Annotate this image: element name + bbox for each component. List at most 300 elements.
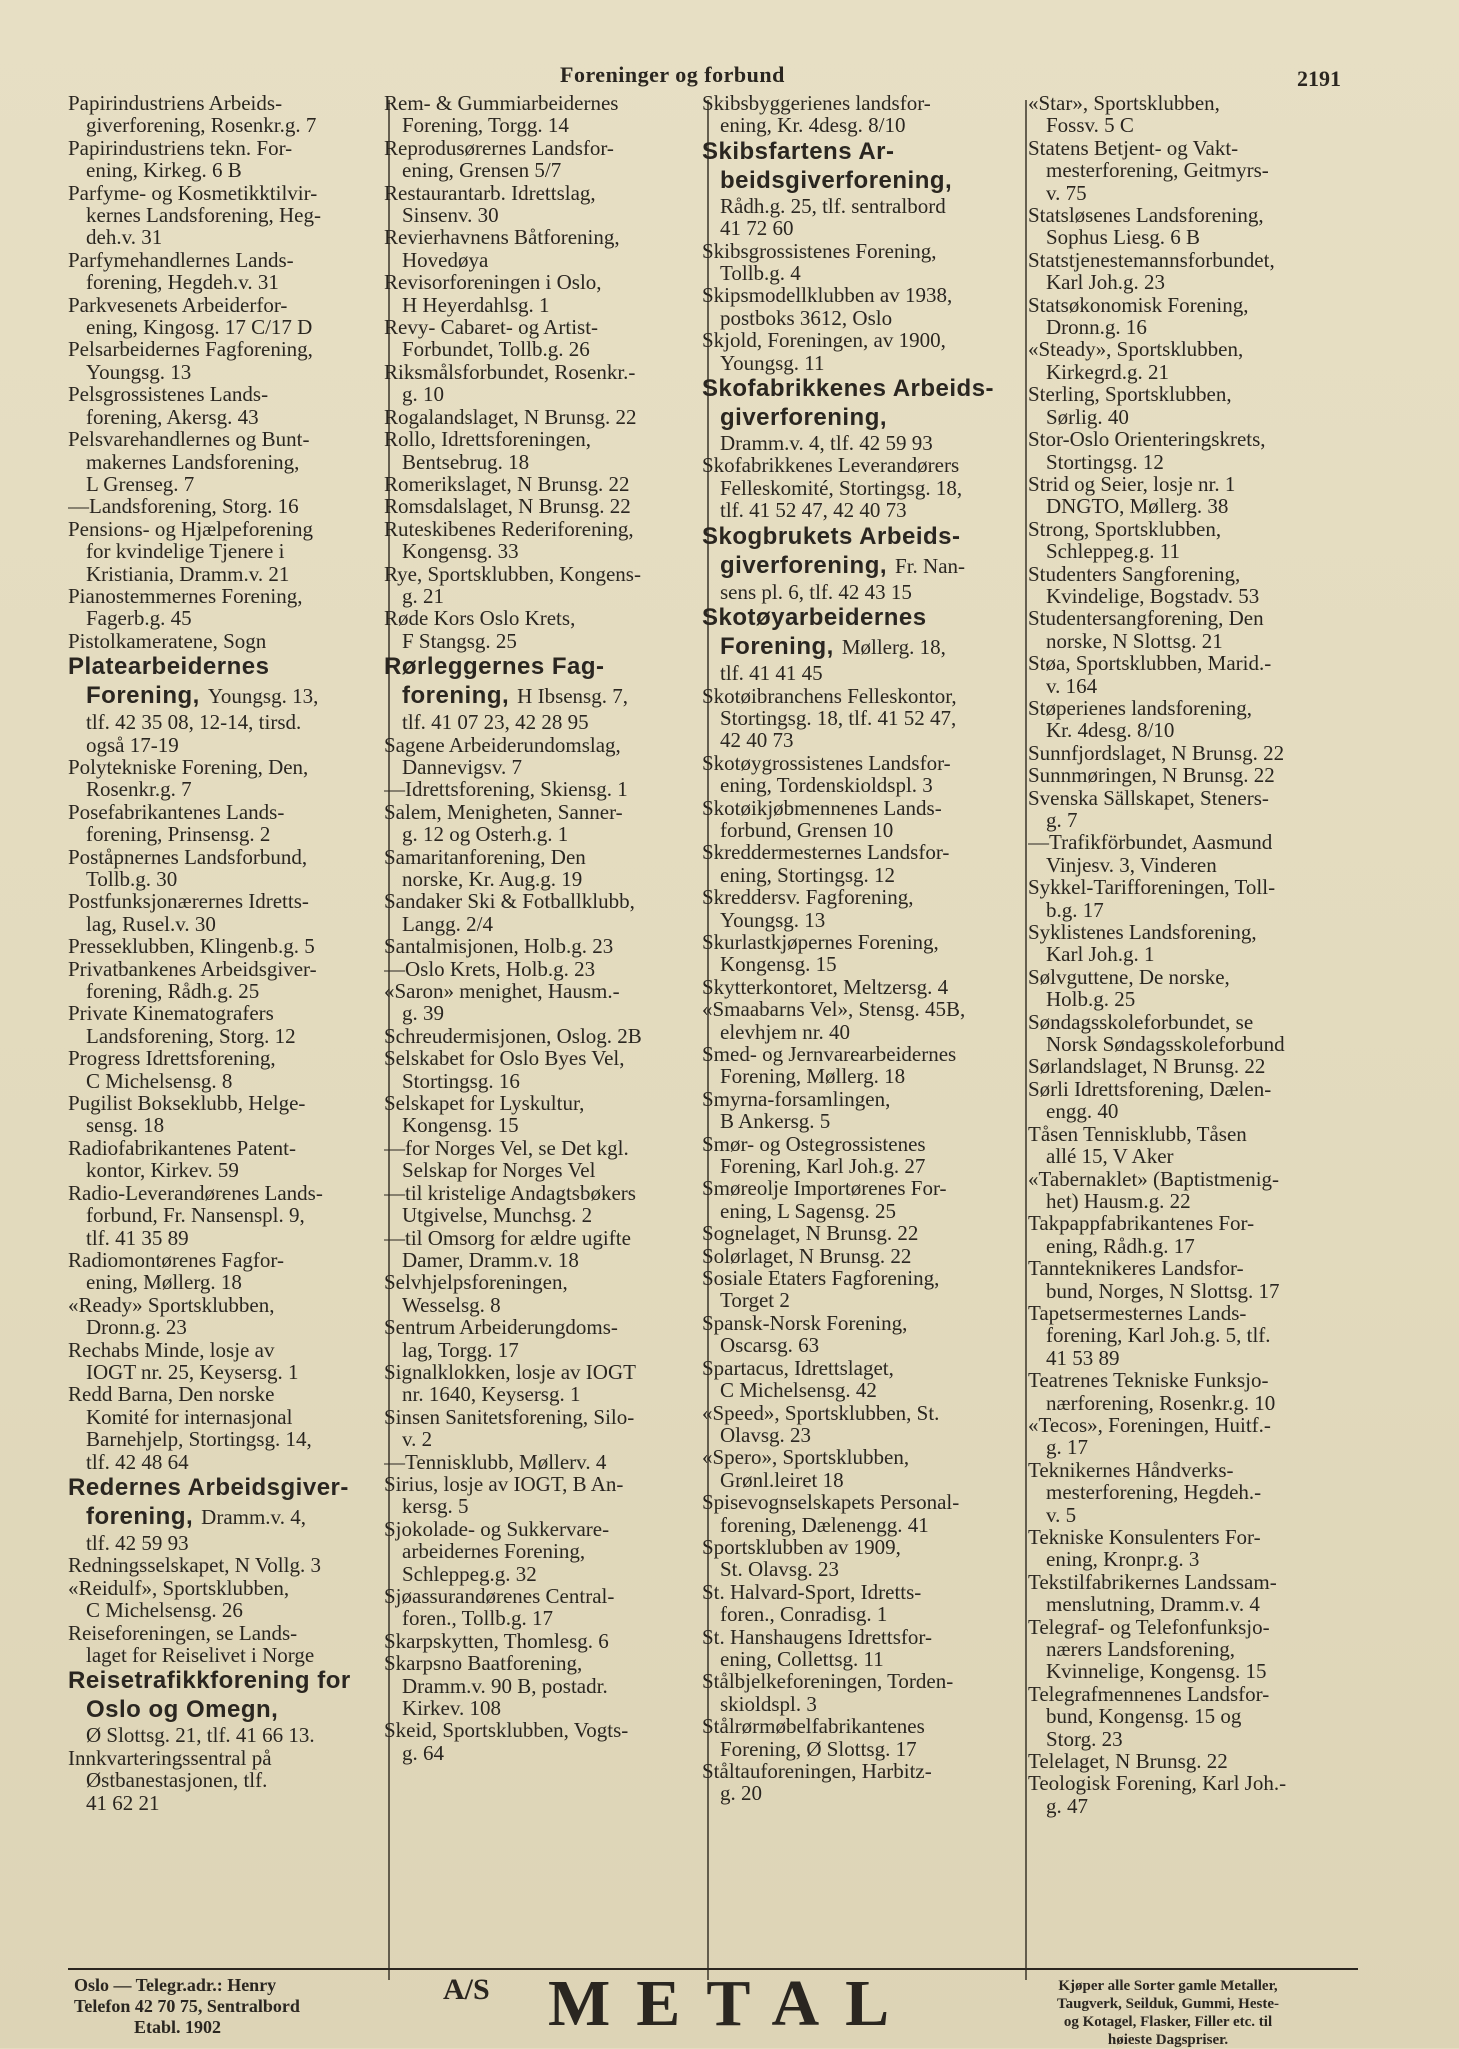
directory-columns	[68, 92, 1348, 1972]
directory-entry	[384, 1630, 700, 1652]
entry-line: Stålbjelkeforeningen, Torden-	[702, 1669, 954, 1694]
entry-line: Solørlaget, N Brunsg. 22	[702, 1243, 912, 1268]
entry-line: makernes Landsforening,	[86, 449, 300, 474]
directory-entry	[68, 801, 386, 846]
entry-line: g. 10	[402, 382, 444, 407]
entry-line: Sterling, Sportsklubben,	[1028, 382, 1232, 407]
directory-entry	[68, 1554, 386, 1576]
directory-entry	[702, 1402, 1020, 1447]
entry-line: Pistolkameratene, Sogn	[68, 628, 267, 653]
entry-line: Restaurantarb. Idrettslag,	[384, 180, 596, 205]
directory-entry	[68, 294, 386, 339]
directory-entry	[68, 1249, 386, 1294]
ad-description-line: Taugverk, Seilduk, Gummi, Heste-	[1057, 1996, 1279, 2012]
entry-line: Radiofabrikantenes Patent-	[68, 1135, 297, 1160]
directory-entry	[1028, 294, 1350, 339]
entry-line: Skreddermesternes Landsfor-	[702, 840, 950, 865]
entry-line: Røde Kors Oslo Krets,	[384, 606, 576, 631]
directory-entry	[68, 1622, 386, 1667]
entry-line: nr. 1640, Keysersg. 1	[402, 1382, 581, 1407]
entry-line: Radio-Leverandørenes Lands-	[68, 1180, 323, 1205]
entry-line: L Grenseg. 7	[86, 471, 195, 496]
entry-line	[86, 681, 386, 711]
entry-line: —Idrettsforening, Skiensg. 1	[384, 777, 628, 802]
entry-line: Santalmisjonen, Holb.g. 23	[384, 934, 614, 959]
entry-line: Skipsmodellklubben av 1938,	[702, 283, 953, 308]
directory-entry	[1028, 831, 1350, 876]
directory-entry	[384, 226, 700, 271]
directory-entry	[384, 1271, 700, 1316]
directory-entry	[68, 935, 386, 957]
directory-entry	[702, 1536, 1020, 1581]
directory-entry	[702, 1312, 1020, 1357]
entry-line: Selskabet for Oslo Byes Vel,	[384, 1046, 625, 1071]
directory-entry	[1028, 1772, 1350, 1817]
entry-line: Stortingsg. 16	[402, 1068, 520, 1093]
entry-line: tlf. 42 48 64	[86, 1449, 189, 1474]
directory-entry	[702, 797, 1020, 842]
entry-line: Langg. 2/4	[402, 911, 493, 936]
entry-line: g. 39	[402, 1001, 444, 1026]
entry-bold-text: Forening,	[86, 682, 200, 710]
entry-line: H Heyerdahlsg. 1	[402, 292, 550, 317]
directory-entry	[702, 685, 1020, 752]
entry-line: «Saron» menighet, Hausm.-	[384, 979, 620, 1004]
entry-line: tlf. 42 59 93	[86, 1530, 189, 1555]
directory-entry	[702, 92, 1020, 137]
directory-entry	[384, 1719, 700, 1764]
entry-line: Stålrørmøbelfabrikantenes	[702, 1714, 925, 1739]
directory-entry	[702, 137, 1020, 240]
entry-line: g. 7	[1046, 808, 1078, 832]
entry-line: Statsløsenes Landsforening,	[1028, 203, 1264, 228]
entry-line: Kongensg. 15	[720, 952, 837, 977]
entry-line: —Tennisklubb, Møllerv. 4	[384, 1449, 607, 1474]
entry-line: også 17-19	[86, 732, 179, 757]
entry-line	[402, 681, 700, 711]
entry-line: Youngsg. 13	[720, 907, 826, 932]
entry-line: Wesselsg. 8	[402, 1292, 501, 1317]
directory-entry	[1028, 1257, 1350, 1302]
directory-entry	[702, 1446, 1020, 1491]
entry-line: Ø Slottsg. 21, tlf. 41 66 13.	[86, 1723, 315, 1748]
entry-line: Pianostemmernes Forening,	[68, 583, 303, 608]
ad-contact-line: Telefon 42 70 75, Sentralbord	[74, 1996, 300, 2016]
entry-line: Sognelaget, N Brunsg. 22	[702, 1221, 919, 1246]
entry-line: Forening, Torgg. 14	[402, 113, 569, 138]
directory-entry	[1028, 563, 1350, 608]
directory-entry	[384, 734, 700, 779]
entry-line: Dronn.g. 16	[1046, 315, 1147, 340]
directory-entry	[384, 846, 700, 891]
entry-line: Telegraf- og Telefonfunksjo-	[1028, 1614, 1270, 1639]
entry-line: Spisevognselskapets Personal-	[702, 1490, 960, 1515]
directory-entry	[702, 1670, 1020, 1715]
entry-line: Felleskomité, Stortingsg. 18,	[720, 475, 963, 500]
entry-line: Utgivelse, Munchsg. 2	[402, 1203, 593, 1228]
entry-line: Tapetsermesternes Lands-	[1028, 1300, 1247, 1325]
entry-line: g. 12 og Osterh.g. 1	[402, 822, 569, 847]
directory-entry	[1028, 764, 1350, 786]
directory-entry	[384, 1451, 700, 1473]
entry-line: Salem, Menigheten, Sanner-	[384, 799, 623, 824]
directory-entry	[1028, 1571, 1350, 1616]
directory-entry	[1028, 876, 1350, 921]
directory-entry	[702, 998, 1020, 1043]
entry-line: Ståltauforeningen, Harbitz-	[702, 1759, 932, 1783]
entry-line: Romerikslaget, N Brunsg. 22	[384, 471, 630, 496]
directory-entry	[384, 1025, 700, 1047]
directory-entry	[702, 1245, 1020, 1267]
entry-line: Rye, Sportsklubben, Kongens-	[384, 561, 641, 586]
entry-bold-text: giverforening,	[720, 551, 888, 579]
entry-line: Søndagsskoleforbundet, se	[1028, 1009, 1254, 1034]
directory-entry	[702, 329, 1020, 374]
entry-line: Pensions- og Hjælpeforening	[68, 516, 313, 541]
directory-entry	[702, 240, 1020, 285]
entry-line: Sophus Liesg. 6 B	[1046, 225, 1201, 250]
entry-line: Pugilist Bokseklubb, Helge-	[68, 1091, 306, 1116]
entry-line: Reiseforeningen, se Lands-	[68, 1620, 298, 1645]
entry-line: Støperienes landsforening,	[1028, 695, 1252, 720]
directory-entry	[384, 182, 700, 227]
entry-line: v. 75	[1046, 180, 1087, 205]
entry-line: Fagerb.g. 45	[86, 606, 192, 631]
entry-line: Komité for internasjonal	[86, 1404, 293, 1429]
directory-entry	[384, 1406, 700, 1451]
as-logo: A/S	[443, 1973, 490, 2006]
entry-line: giverforening, Rosenkr.g. 7	[86, 113, 317, 138]
entry-line: Romsdalslaget, N Brunsg. 22	[384, 494, 631, 519]
entry-line: Skreddersv. Fagforening,	[702, 885, 914, 910]
entry-line: engg. 40	[1046, 1099, 1119, 1124]
entry-line: Posefabrikantenes Lands-	[68, 799, 285, 824]
entry-line: —til Omsorg for ældre ugifte	[384, 1225, 631, 1250]
page-title: Foreninger og forbund	[560, 62, 785, 87]
directory-entry	[68, 1747, 386, 1814]
directory-entry	[384, 1316, 700, 1361]
entry-line: Spartacus, Idrettslaget,	[702, 1355, 894, 1380]
ad-description-line: Kjøper alle Sorter gamle Metaller,	[1058, 1978, 1278, 1994]
column-2	[384, 92, 700, 1972]
directory-entry	[702, 1088, 1020, 1133]
column-3	[702, 92, 1020, 1972]
entry-line: Stortingsg. 12	[1046, 449, 1164, 474]
entry-line: Smøreolje Importørenes For-	[702, 1176, 947, 1201]
directory-entry	[384, 316, 700, 361]
entry-line: Studenters Sangforening,	[1028, 561, 1241, 586]
directory-entry	[702, 886, 1020, 931]
entry-line: Pelsvarehandlernes og Bunt-	[68, 427, 310, 452]
entry-line: Skibsbyggerienes landsfor-	[702, 92, 931, 115]
entry-line: «Smaabarns Vel», Stensg. 45B,	[702, 997, 966, 1022]
entry-line: Schleppeg.g. 11	[1046, 539, 1180, 564]
entry-line: Takpappfabrikantenes For-	[1028, 1211, 1255, 1236]
entry-bold-text: Forening,	[720, 633, 834, 661]
directory-entry	[384, 1137, 700, 1182]
entry-line: Bentsebrug. 18	[402, 449, 530, 474]
entry-line	[720, 551, 1020, 581]
entry-line: Sentrum Arbeiderungdoms-	[384, 1315, 618, 1340]
entry-line: forening, Dælenengg. 41	[720, 1512, 929, 1537]
entry-line: Kr. 4desg. 8/10	[1046, 718, 1175, 743]
entry-line: tlf. 41 41 45	[720, 661, 823, 686]
entry-bold-text: forening,	[402, 682, 510, 710]
directory-entry	[702, 284, 1020, 329]
entry-line: mesterforening, Geitmyrs-	[1046, 158, 1269, 183]
entry-line: Skotøygrossistenes Landsfor-	[702, 750, 951, 775]
entry-line: Statstjenestemannsforbundet,	[1028, 247, 1275, 272]
entry-line: b.g. 17	[1046, 897, 1104, 922]
entry-line: Sørli Idrettsforening, Dælen-	[1028, 1076, 1272, 1101]
entry-line: Kvinnelige, Kongensg. 15	[1046, 1659, 1267, 1684]
entry-line: Selskap for Norges Vel	[402, 1158, 596, 1183]
entry-line: norske, N Slottsg. 21	[1046, 628, 1223, 653]
entry-line: —Landsforening, Storg. 16	[68, 494, 299, 519]
entry-line: «Steady», Sportsklubben,	[1028, 337, 1244, 362]
directory-entry	[1028, 1078, 1350, 1123]
entry-line: for kvindelige Tjenere i	[86, 539, 285, 564]
entry-line: elevhjem nr. 40	[720, 1019, 851, 1044]
entry-line: Reprodusørernes Landsfor-	[384, 135, 614, 160]
directory-entry	[68, 585, 386, 630]
entry-line: ening, Kr. 4desg. 8/10	[720, 113, 906, 138]
directory-entry	[68, 338, 386, 383]
entry-line: Skarpsno Baatforening,	[384, 1651, 583, 1676]
entry-line: Vinjesv. 3, Vinderen	[1046, 852, 1217, 877]
entry-line: Dramm.v. 4, tlf. 42 59 93	[720, 431, 933, 456]
entry-line: g. 17	[1046, 1435, 1088, 1460]
directory-entry	[384, 92, 700, 137]
entry-line: B Ankersg. 5	[720, 1109, 831, 1134]
entry-line: menslutning, Dramm.v. 4	[1046, 1592, 1260, 1617]
entry-line: Sirius, losje av IOGT, B An-	[384, 1471, 624, 1496]
entry-line: ening, Rådh.g. 17	[1046, 1233, 1195, 1258]
entry-line: Parkvesenets Arbeiderfor-	[68, 292, 288, 317]
entry-line: —Oslo Krets, Holb.g. 23	[384, 956, 596, 981]
entry-text: H Ibsensg. 7,	[517, 684, 628, 709]
directory-entry	[1028, 787, 1350, 832]
directory-entry	[68, 1002, 386, 1047]
entry-line: Sykkel-Tarifforeningen, Toll-	[1028, 875, 1276, 900]
directory-entry	[1028, 137, 1350, 204]
directory-entry	[384, 563, 700, 608]
entry-line: g. 21	[402, 583, 444, 608]
entry-line: Skofabrikkenes Arbeids-	[702, 375, 995, 403]
entry-line: Skotøikjøbmennenes Lands-	[702, 795, 942, 820]
directory-entry	[1028, 1123, 1350, 1168]
entry-line: Pelsarbeidernes Fagforening,	[68, 337, 313, 362]
directory-entry	[702, 1043, 1020, 1088]
directory-entry	[384, 890, 700, 935]
directory-entry	[1028, 652, 1350, 697]
entry-line: kernes Landsforening, Heg-	[86, 203, 321, 228]
directory-entry	[702, 976, 1020, 998]
entry-line: ening, Kronpr.g. 3	[1046, 1547, 1200, 1572]
entry-line: foren., Conradisg. 1	[720, 1602, 888, 1627]
entry-line: Sandaker Ski & Fotballklubb,	[384, 889, 635, 914]
entry-line: Dronn.g. 23	[86, 1315, 187, 1340]
entry-line: Revy- Cabaret- og Artist-	[384, 315, 599, 340]
entry-line: C Michelsensg. 26	[86, 1598, 243, 1623]
entry-line: Skarpskytten, Thomlesg. 6	[384, 1628, 609, 1653]
entry-line	[86, 1502, 386, 1532]
entry-line: g. 20	[720, 1781, 762, 1806]
entry-line: Tollb.g. 4	[720, 261, 801, 286]
entry-line: Teologisk Forening, Karl Joh.-	[1028, 1771, 1287, 1796]
entry-line: Papirindustriens tekn. For-	[68, 135, 293, 160]
entry-line: 41 53 89	[1046, 1345, 1120, 1370]
directory-entry	[702, 1715, 1020, 1760]
entry-line: Sagene Arbeiderundomslag,	[384, 732, 621, 757]
directory-entry	[68, 890, 386, 935]
entry-line: Kongensg. 15	[402, 1113, 519, 1138]
entry-text: Fr. Nan-	[895, 553, 966, 578]
entry-line: Sørlig. 40	[1046, 404, 1129, 429]
entry-line: —Trafikförbundet, Aasmund	[1028, 830, 1273, 855]
entry-line: tlf. 41 52 47, 42 40 73	[720, 498, 907, 523]
entry-line: Norsk Søndagsskoleforbund	[1046, 1032, 1285, 1057]
entry-line: beidsgiverforening,	[720, 166, 953, 194]
entry-line: forbund, Fr. Nansenspl. 9,	[86, 1203, 305, 1228]
entry-line: 41 62 21	[86, 1790, 160, 1815]
directory-entry	[1028, 473, 1350, 518]
directory-entry	[1028, 1168, 1350, 1213]
directory-entry	[68, 92, 386, 137]
page-number: 2191	[1297, 66, 1341, 91]
directory-entry	[384, 271, 700, 316]
entry-line: «Tecos», Foreningen, Huitf.-	[1028, 1412, 1271, 1437]
directory-entry	[68, 1137, 386, 1182]
directory-entry	[1028, 697, 1350, 742]
entry-line: Teatrenes Tekniske Funksjo-	[1028, 1368, 1269, 1393]
entry-line: Ruteskibenes Rederiforening,	[384, 516, 634, 541]
entry-line: C Michelsensg. 42	[720, 1378, 877, 1403]
entry-line: Sunnfjordslaget, N Brunsg. 22	[1028, 740, 1285, 765]
entry-line: kersg. 5	[402, 1494, 469, 1519]
directory-entry	[384, 406, 700, 428]
entry-line: norske, Kr. Aug.g. 19	[402, 867, 583, 891]
entry-line: Radiomontørenes Fagfor-	[68, 1247, 284, 1272]
directory-entry	[68, 518, 386, 585]
directory-entry	[68, 495, 386, 517]
entry-line: Støa, Sportsklubben, Marid.-	[1028, 651, 1272, 676]
directory-entry	[384, 1047, 700, 1092]
entry-line: Telegrafmennenes Landsfor-	[1028, 1681, 1270, 1706]
entry-line: lag, Torgg. 17	[402, 1337, 519, 1362]
directory-entry	[702, 1267, 1020, 1312]
entry-line: tlf. 42 35 08, 12-14, tirsd.	[86, 710, 302, 735]
entry-line: postboks 3612, Oslo	[720, 305, 893, 330]
directory-entry	[1028, 1011, 1350, 1056]
entry-line: Barnehjelp, Stortingsg. 14,	[86, 1427, 312, 1452]
entry-text: Møllerg. 18,	[841, 635, 946, 660]
entry-line: Dannevigsv. 7	[402, 754, 522, 779]
entry-line: skioldspl. 3	[720, 1691, 817, 1716]
entry-line: ening, Kirkeg. 6 B	[86, 158, 242, 183]
entry-line: Sølvguttene, De norske,	[1028, 964, 1230, 989]
entry-line: Sosiale Etaters Fagforening,	[702, 1266, 940, 1291]
entry-line: forening, Akersg. 43	[86, 404, 259, 429]
directory-entry	[1028, 1302, 1350, 1369]
directory-entry	[384, 778, 700, 800]
entry-line: Torget 2	[720, 1288, 790, 1313]
entry-line: —til kristelige Andagtsbøkers	[384, 1180, 636, 1205]
entry-line: forbund, Grensen 10	[720, 817, 894, 842]
entry-line: nærers Landsforening,	[1046, 1637, 1235, 1662]
entry-line: «Speed», Sportsklubben, St.	[702, 1400, 940, 1425]
entry-line: laget for Reiselivet i Norge	[86, 1643, 315, 1667]
directory-entry	[68, 249, 386, 294]
directory-entry	[1028, 1369, 1350, 1414]
directory-entry	[68, 1294, 386, 1339]
directory-entry	[1028, 1414, 1350, 1459]
entry-line: Spansk-Norsk Forening,	[702, 1310, 908, 1335]
entry-line: St. Hanshaugens Idrettsfor-	[702, 1624, 932, 1649]
entry-line: Platearbeidernes	[68, 653, 270, 681]
directory-entry	[1028, 1212, 1350, 1257]
entry-line: Tannteknikeres Landsfor-	[1028, 1256, 1244, 1281]
entry-line: Olavsg. 23	[720, 1422, 811, 1447]
directory-entry	[702, 1357, 1020, 1402]
directory-entry	[384, 607, 700, 652]
entry-line: Forening, Ø Slottsg. 17	[720, 1736, 917, 1761]
entry-line: Skotøyarbeidernes	[702, 604, 927, 632]
entry-line: Kvindelige, Bogstadv. 53	[1046, 583, 1260, 608]
entry-line: Skofabrikkenes Leverandørers	[702, 453, 960, 478]
entry-line: «Ready» Sportsklubben,	[68, 1292, 275, 1317]
entry-line: Oscarsg. 63	[720, 1333, 820, 1358]
entry-line: forening, Karl Joh.g. 5, tlf.	[1046, 1323, 1271, 1348]
entry-line: lag, Rusel.v. 30	[86, 911, 216, 936]
entry-line: Kongensg. 33	[402, 539, 519, 564]
entry-line: Kirkegrd.g. 21	[1046, 359, 1170, 384]
entry-line: Sportsklubben av 1909,	[702, 1534, 901, 1559]
directory-entry	[384, 495, 700, 517]
entry-line: Rollo, Idrettsforeningen,	[384, 427, 592, 452]
ad-contact-line: Oslo — Telegr.adr.: Henry	[74, 1975, 277, 1995]
entry-line: Rådh.g. 25, tlf. sentralbord	[720, 193, 946, 218]
entry-line: Sjøassurandørenes Central-	[384, 1584, 615, 1608]
entry-line: Tåsen Tennisklubb, Tåsen	[1028, 1121, 1247, 1146]
directory-entry	[68, 1577, 386, 1622]
entry-line: Østbanestasjonen, tlf.	[86, 1768, 268, 1793]
entry-line: Poståpnernes Landsforbund,	[68, 844, 308, 869]
directory-entry	[384, 137, 700, 182]
directory-entry	[1028, 742, 1350, 764]
directory-entry	[384, 473, 700, 495]
entry-line: tlf. 41 07 23, 42 28 95	[402, 710, 589, 735]
entry-line: Schleppeg.g. 32	[402, 1561, 537, 1586]
ad-description-line: høieste Dagspriser.	[1107, 2032, 1229, 2048]
entry-line: St. Olavsg. 23	[720, 1557, 840, 1582]
entry-line: Tollb.g. 30	[86, 867, 178, 891]
entry-line: Statsøkonomisk Forening,	[1028, 292, 1249, 317]
entry-line: Youngsg. 11	[720, 350, 825, 375]
directory-entry	[702, 374, 1020, 454]
directory-entry	[1028, 921, 1350, 966]
entry-line: Sjokolade- og Sukkervare-	[384, 1516, 610, 1541]
entry-line: tlf. 41 35 89	[86, 1225, 189, 1250]
entry-line: Riksmålsforbundet, Rosenkr.-	[384, 359, 636, 384]
entry-text: Youngsg. 13,	[207, 684, 319, 709]
entry-line: ening, Tordenskioldspl. 3	[720, 773, 933, 798]
directory-entry	[384, 980, 700, 1025]
entry-line: Fossv. 5 C	[1046, 113, 1134, 138]
entry-line: foren., Tollb.g. 17	[402, 1606, 553, 1631]
directory-entry	[1028, 1055, 1350, 1077]
entry-line: mesterforening, Hegdeh.-	[1046, 1480, 1262, 1505]
